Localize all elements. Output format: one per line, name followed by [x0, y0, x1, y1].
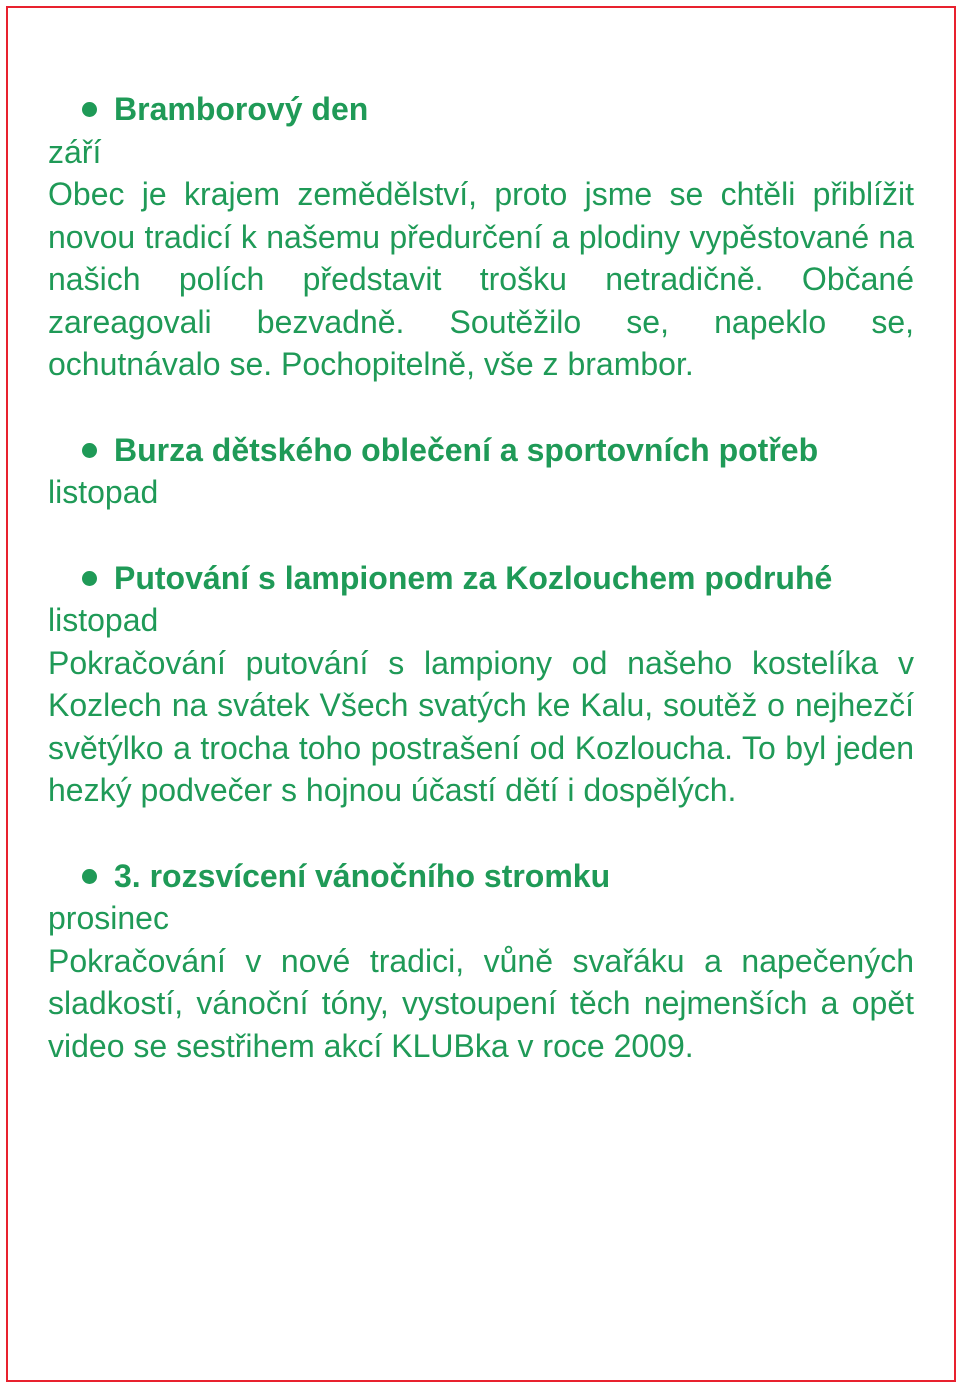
section-heading	[48, 88, 914, 131]
section-date: listopad	[48, 474, 159, 510]
section-paragraph: Obec je krajem zemědělství, proto jsme se chtěli přiblížit novou tradicí k našemu předurčení a plodiny vypěstované na našich polích představit trošku netradičně. Občané zareagovali bezvadně. Soutěžilo se, napeklo se, ochutnávalo se. Pochopitelně, vše z brambor.	[48, 176, 914, 382]
section-date: listopad	[48, 602, 159, 638]
heading-text: 3. rozsvícení vánočního stromku	[114, 857, 611, 894]
section-rozsviceni	[48, 855, 914, 1068]
section-date: září	[48, 133, 102, 170]
section-date: prosinec	[48, 900, 169, 936]
section-burza	[48, 429, 914, 514]
bullet-icon	[82, 869, 97, 884]
section-heading	[48, 429, 914, 472]
bullet-icon	[82, 443, 97, 458]
bullet-icon	[82, 102, 97, 117]
section-paragraph: Pokračování putování s lampiony od našeho kostelíka v Kozlech na svátek Všech svatých ke Kalu, soutěž o nejhezčí světýlko a trocha toho postrašení od Kozloucha. To byl jeden hezký podvečer s hojnou účastí dětí i dospělých.	[48, 644, 914, 808]
section-heading	[48, 557, 914, 600]
heading-text: Burza dětského oblečení a sportovních potřeb	[114, 431, 819, 468]
section-putovani	[48, 557, 914, 812]
section-bramborovy-den	[48, 88, 914, 386]
heading-text: Bramborový den	[114, 91, 369, 127]
document-body	[48, 88, 914, 1110]
bullet-icon	[82, 571, 97, 586]
heading-text: Putování s lampionem za Kozlouchem podruhé	[114, 559, 833, 596]
section-heading	[48, 855, 914, 898]
section-paragraph: Pokračování v nové tradici, vůně svařáku a napečených sladkostí, vánoční tóny, vystoupení těch nejmenších a opět video se sestřihem akcí KLUBka v roce 2009.	[48, 942, 914, 1064]
